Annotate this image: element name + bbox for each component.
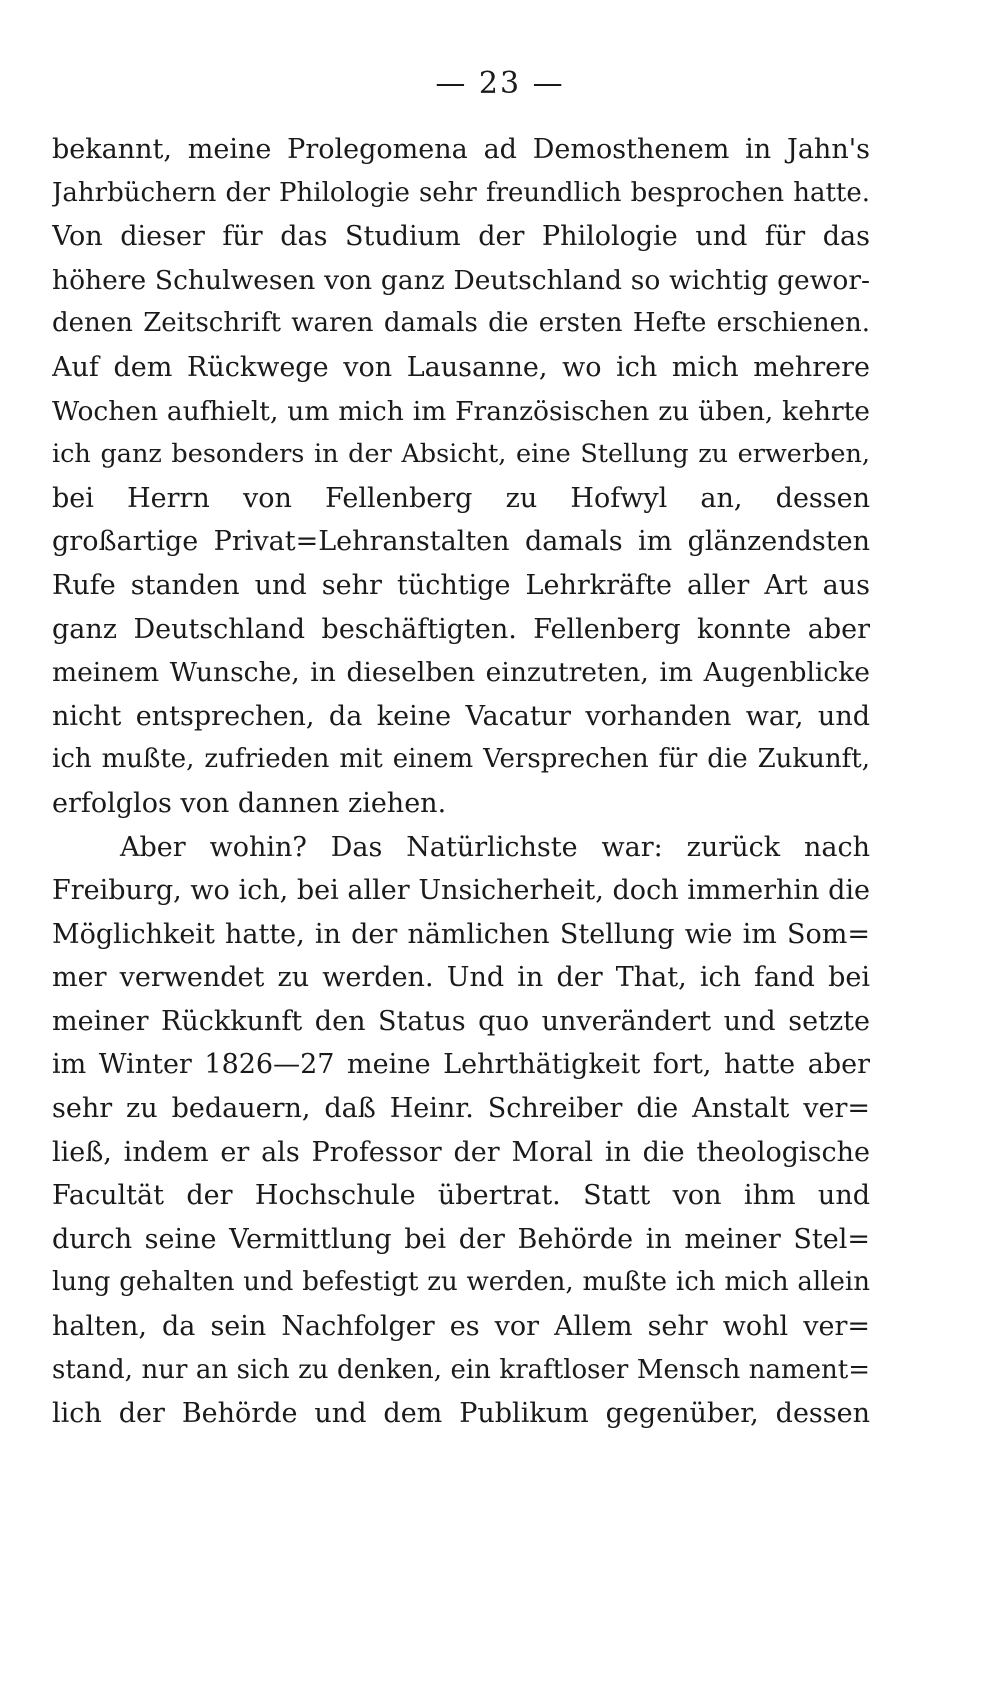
- text-line: Freiburg, wo ich, bei aller Unsicherheit, doch immerhin die: [52, 875, 870, 907]
- text-line: durch seine Vermittlung bei der Behörde in meiner Stel=: [52, 1223, 870, 1255]
- text-line: halten, da sein Nachfolger es vor Allem sehr wohl ver=: [52, 1311, 870, 1343]
- text-line: Möglichkeit hatte, in der nämlichen Stellung wie im Som=: [52, 918, 870, 950]
- text-line: lich der Behörde und dem Publikum gegenüber, dessen: [52, 1398, 870, 1430]
- text-line: nicht entsprechen, da keine Vacatur vorhanden war, und: [52, 700, 870, 732]
- text-line: Facultät der Hochschule übertrat. Statt von ihm und: [52, 1180, 870, 1212]
- text-line: im Winter 1826—27 meine Lehrthätigkeit fort, hatte aber: [52, 1049, 870, 1081]
- text-line: ließ, indem er als Professor der Moral in die theologische: [52, 1136, 870, 1168]
- page-number: — 23 —: [435, 66, 565, 101]
- text-line: denen Zeitschrift waren damals die ersten Hefte erschienen.: [52, 308, 870, 339]
- text-line: ganz Deutschland beschäftigten. Fellenberg konnte aber: [52, 613, 870, 645]
- text-line: lung gehalten und befestigt zu werden, mußte ich mich allein: [52, 1267, 870, 1298]
- text-line: meiner Rückkunft den Status quo unverändert und setzte: [52, 1005, 870, 1037]
- text-line: bekannt, meine Prolegomena ad Demosthenem in Jahn's: [52, 134, 870, 165]
- text-line: großartige Privat=Lehranstalten damals im glänzendsten: [52, 526, 870, 558]
- text-line: Jahrbüchern der Philologie sehr freundlich besprochen hatte.: [52, 177, 870, 208]
- text-line: stand, nur an sich zu denken, ein kraftloser Mensch nament=: [52, 1354, 870, 1385]
- text-line: bei Herrn von Fellenberg zu Hofwyl an, dessen: [52, 482, 870, 514]
- text-line: Wochen aufhielt, um mich im Französischen zu üben, kehrte: [52, 395, 870, 427]
- body-text: [52, 128, 870, 1436]
- text-line: Auf dem Rückwege von Lausanne, wo ich mich mehrere: [52, 351, 870, 383]
- text-line: ich mußte, zufrieden mit einem Versprechen für die Zukunft,: [52, 744, 870, 775]
- text-line: mer verwendet zu werden. Und in der That, ich fand bei: [52, 962, 870, 994]
- text-line: meinem Wunsche, in dieselben einzutreten, im Augenblicke: [52, 657, 870, 689]
- text-line: Von dieser für das Studium der Philologie und für das: [52, 221, 870, 253]
- text-line: Rufe standen und sehr tüchtige Lehrkräfte aller Art aus: [52, 569, 870, 601]
- text-line: Aber wohin? Das Natürlichste war: zurück nach: [120, 831, 870, 863]
- text-line: ich ganz besonders in der Absicht, eine Stellung zu erwerben,: [52, 439, 870, 470]
- text-line: erfolglos von dannen ziehen.: [52, 787, 447, 819]
- text-line: höhere Schulwesen von ganz Deutschland so wichtig gewor-: [52, 264, 870, 296]
- text-line: sehr zu bedauern, daß Heinr. Schreiber die Anstalt ver=: [52, 1093, 870, 1125]
